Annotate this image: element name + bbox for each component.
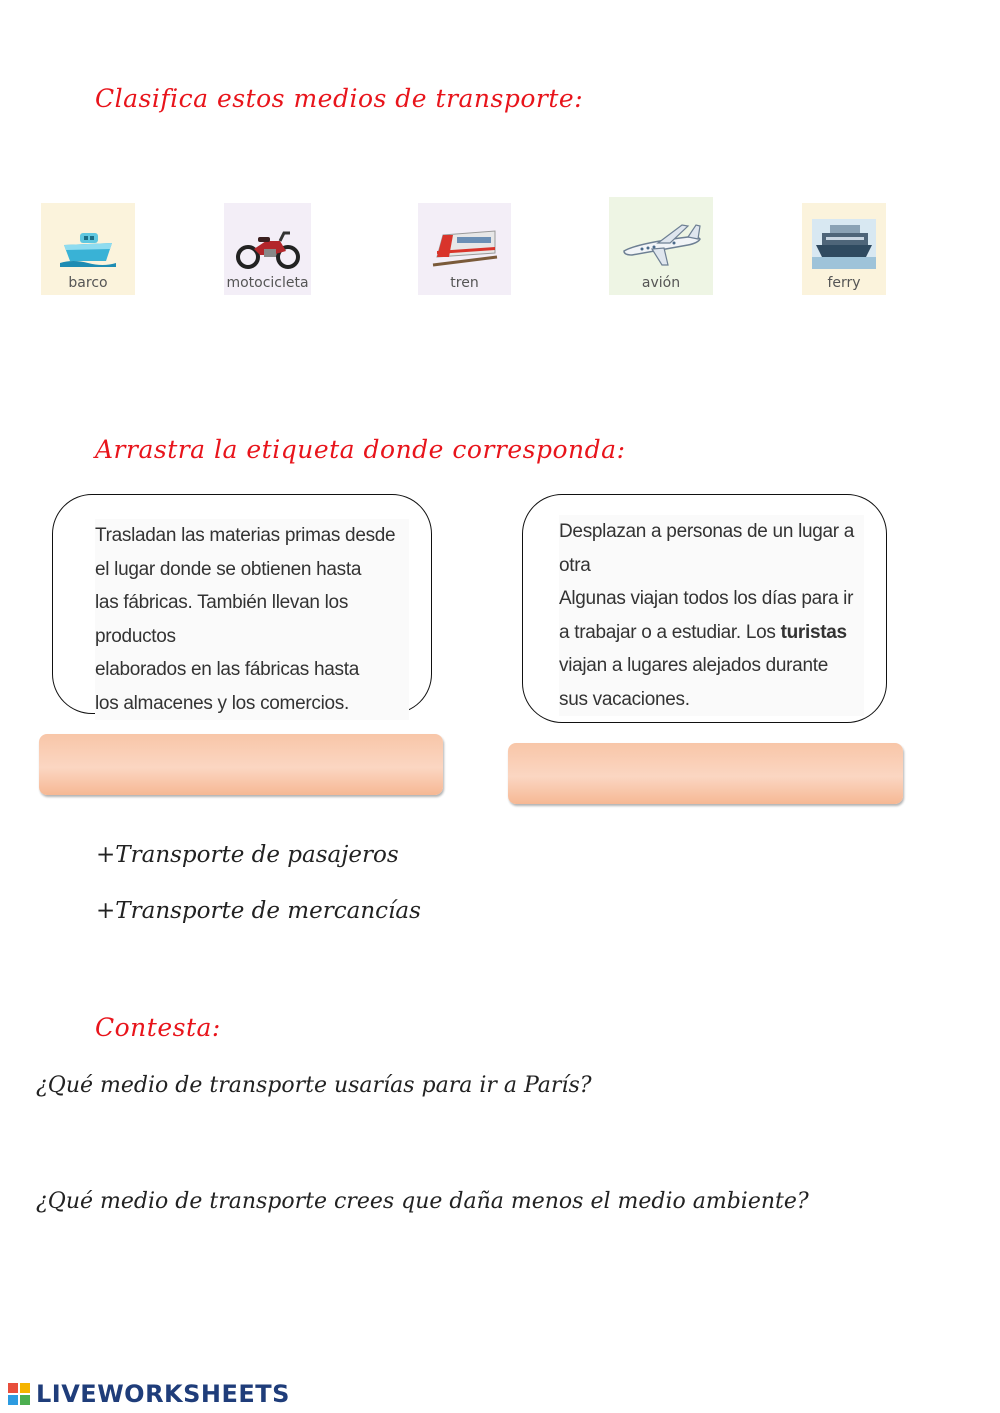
drop-zone-right[interactable] [508,743,903,804]
transport-label: motocicleta [226,275,309,291]
transport-card-ferry [802,203,886,295]
transport-card-tren [418,203,511,295]
question-1: ¿Qué medio de transporte usarías para ir a París? [36,1073,592,1098]
transport-label: barco [68,275,108,291]
brand-name: LIVEWORKSHEETS [36,1380,290,1408]
description-line: los almacenes y los comercios. [95,692,349,714]
draggable-label-mercancias[interactable]: +Transporte de mercancías [96,898,421,924]
train-icon [429,227,501,269]
draggable-label-pasajeros[interactable]: +Transporte de pasajeros [96,842,399,868]
liveworksheets-logo [8,1380,290,1408]
heading-drag: Arrastra la etiqueta donde corresponda: [95,435,626,464]
transport-label: tren [450,275,479,291]
description-line: sus vacaciones. [559,688,690,710]
boat-icon [58,227,118,269]
description-line: las fábricas. También llevan los productos [95,592,349,647]
question-2: ¿Qué medio de transporte crees que daña menos el medio ambiente? [36,1189,809,1214]
heading-answer: Contesta: [95,1013,221,1042]
description-line: viajan a lugares alejados durante [559,655,828,676]
drop-zone-left[interactable] [39,734,443,795]
description-line [559,616,864,650]
transport-label: avión [641,275,681,291]
liveworksheets-logo-icon [8,1383,30,1405]
description-line: elaborados en las fábricas hasta [95,659,359,680]
heading-classify: Clasifica estos medios de transporte: [95,84,584,113]
airplane-icon [618,221,704,269]
transport-card-motocicleta [224,203,311,295]
description-text: a trabajar o a estudiar. Los [559,621,781,643]
description-line: Algunas viajan todos los días para ir [559,588,854,609]
description-line: Desplazan a personas de un lugar a otra [559,521,855,576]
description-bold-word: turistas [780,621,847,643]
transport-label: ferry [827,275,861,291]
description-box-mercancias [52,494,432,714]
motorcycle-icon [236,227,300,269]
transport-card-barco [41,203,135,295]
ferry-icon [812,219,876,269]
description-line: el lugar donde se obtienen hasta [95,558,362,580]
transport-card-avion [609,197,713,295]
description-line: Trasladan las materias primas desde [95,525,396,546]
description-box-pasajeros [522,494,887,723]
